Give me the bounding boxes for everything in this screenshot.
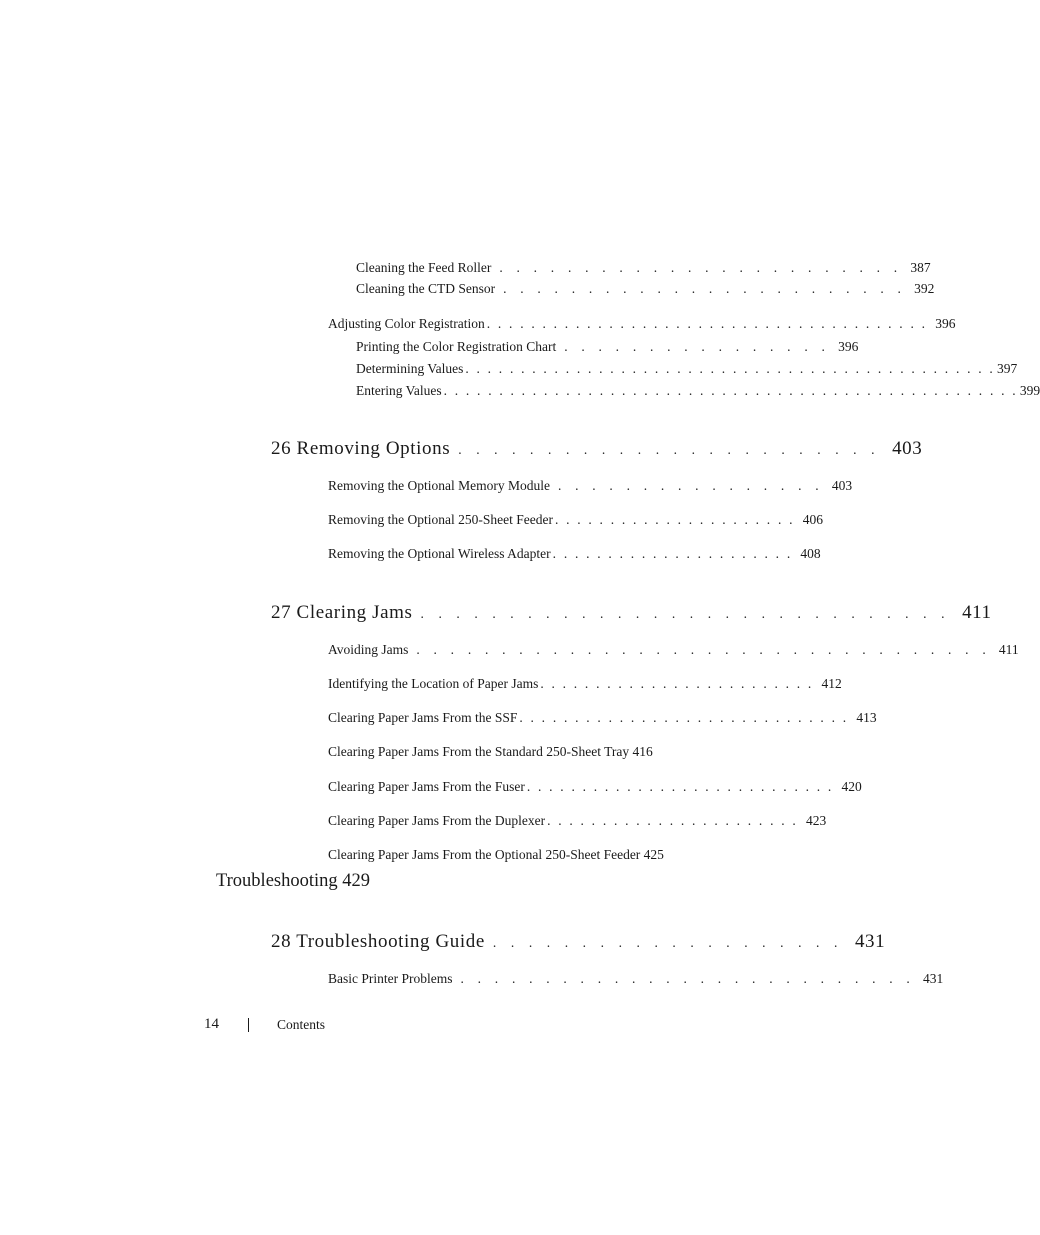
toc-page-number: 396 bbox=[935, 316, 956, 331]
toc-entry-determining-values[interactable] bbox=[356, 361, 1018, 376]
toc-entry-removing-memory-module[interactable] bbox=[328, 478, 853, 493]
toc-entry-printing-color-registration-chart[interactable] bbox=[356, 339, 859, 354]
chapter-page-number: 431 bbox=[854, 931, 886, 952]
toc-entry-title: Identifying the Location of Paper Jams bbox=[328, 676, 539, 691]
toc-entry-title: Clearing Paper Jams From the Duplexer bbox=[328, 813, 546, 828]
toc-leader: . . . . . . . . . . . . . . . . . . . . . . . . . . . . . . . . . . . . . . . . bbox=[486, 316, 928, 331]
toc-leader: . . . . . . . . . . . . . . . . . . . . . . . . bbox=[458, 442, 881, 457]
chapter-title: 27 Clearing Jams bbox=[271, 602, 413, 623]
toc-leader: . . . . . . . . . . . . . . . . . . . . . . . . . . . bbox=[460, 971, 915, 986]
toc-page-number: 397 bbox=[996, 361, 1018, 376]
footer-section-label: Contents bbox=[277, 1017, 326, 1032]
toc-entry-title: Adjusting Color Registration bbox=[328, 316, 485, 331]
toc-chapter-27[interactable] bbox=[271, 602, 992, 623]
toc-page-number: 413 bbox=[856, 710, 877, 725]
toc-entry-title: Entering Values bbox=[356, 383, 442, 398]
toc-entry-adjusting-color-registration[interactable] bbox=[328, 316, 956, 331]
toc-entry-clearing-jams-duplexer[interactable] bbox=[328, 813, 827, 828]
toc-page-number: 411 bbox=[998, 642, 1019, 657]
toc-entry-title: Printing the Color Registration Chart bbox=[356, 339, 557, 354]
toc-entry-cleaning-feed-roller[interactable] bbox=[356, 260, 931, 275]
toc-page-number: 387 bbox=[910, 260, 931, 275]
toc-entry-clearing-jams-fuser[interactable] bbox=[328, 779, 862, 794]
toc-entry-title: Determining Values bbox=[356, 361, 464, 376]
toc-page-number: 399 bbox=[1019, 383, 1040, 398]
toc-entry-title: Clearing Paper Jams From the Fuser bbox=[328, 779, 525, 794]
toc-leader: . . . . . . . . . . . . . . . . . . . . . . . . . . . . . . . . . . . . . . . . . . . . . . . . bbox=[465, 361, 995, 376]
chapter-title: 28 Troubleshooting Guide bbox=[271, 931, 485, 952]
chapter-title: 26 Removing Options bbox=[271, 438, 451, 459]
toc-leader: . . . . . . . . . . . . . . . . . . . . . . . bbox=[547, 813, 798, 828]
toc-entry-clearing-jams-ssf[interactable] bbox=[328, 710, 877, 725]
toc-entry-clearing-jams-optional-feeder[interactable] bbox=[328, 848, 664, 862]
toc-page-number: 408 bbox=[800, 546, 821, 561]
footer-separator bbox=[248, 1018, 249, 1032]
toc-entry-cleaning-ctd-sensor[interactable] bbox=[356, 281, 935, 296]
toc-page-number: 431 bbox=[922, 971, 944, 986]
toc-leader: . . . . . . . . . . . . . . . . . . . . . . . . . . . . . . bbox=[519, 710, 849, 725]
toc-leader: . . . . . . . . . . . . . . . . . . . . . . . . bbox=[503, 281, 907, 296]
toc-entry-removing-250-sheet-feeder[interactable] bbox=[328, 512, 823, 527]
toc-leader: . . . . . . . . . . . . . . . . . . . . . . bbox=[554, 512, 795, 527]
toc-leader: . . . . . . . . . . . . . . . . . . . . . . . . . bbox=[540, 676, 814, 691]
toc-leader: . . . . . . . . . . . . . . . . . . . . . . . . . . . . bbox=[526, 779, 834, 794]
toc-leader: . . . . . . . . . . . . . . . . bbox=[564, 339, 831, 354]
toc-entry-title: Clearing Paper Jams From the Standard 250-Sheet Tray 416 bbox=[328, 744, 653, 759]
toc-entry-title: Removing the Optional 250-Sheet Feeder bbox=[328, 512, 553, 527]
toc-part-troubleshooting[interactable]: Troubleshooting 429 bbox=[216, 871, 371, 891]
toc-entry-title: Avoiding Jams bbox=[328, 642, 409, 657]
toc-leader: . . . . . . . . . . . . . . . . . . . . . . bbox=[552, 546, 793, 561]
toc-page-number: 392 bbox=[914, 281, 935, 296]
chapter-page-number: 411 bbox=[962, 602, 992, 623]
toc-leader: . . . . . . . . . . . . . . . . . . . . . . . . . . . . . . . . . . . . . . . . . . . . . . . . . . . . bbox=[443, 383, 1018, 398]
footer-page-number: 14 bbox=[204, 1016, 219, 1032]
toc-entry-title: Cleaning the Feed Roller bbox=[356, 260, 492, 275]
toc-entry-title: Removing the Optional Memory Module bbox=[328, 478, 550, 493]
toc-chapter-26[interactable] bbox=[271, 438, 923, 459]
toc-leader: . . . . . . . . . . . . . . . . . . . . bbox=[492, 935, 843, 950]
toc-entry-title: Clearing Paper Jams From the Optional 250-Sheet Feeder 425 bbox=[328, 847, 664, 862]
toc-chapter-28[interactable] bbox=[271, 931, 886, 952]
toc-entry-entering-values[interactable] bbox=[356, 383, 1040, 398]
toc-entry-identifying-paper-jams[interactable] bbox=[328, 676, 842, 691]
chapter-page-number: 403 bbox=[892, 438, 923, 459]
toc-leader: . . . . . . . . . . . . . . . . . . . . . . . . . . . . . . . . . . bbox=[416, 642, 991, 657]
toc-page-number: 396 bbox=[838, 339, 859, 354]
toc-entry-clearing-jams-standard-tray[interactable] bbox=[328, 745, 653, 759]
toc-leader: . . . . . . . . . . . . . . . . . . . . . . . . . . . . . . bbox=[420, 606, 951, 621]
toc-page-number: 420 bbox=[841, 779, 862, 794]
toc-entry-title: Clearing Paper Jams From the SSF bbox=[328, 710, 518, 725]
toc-page-number: 423 bbox=[805, 813, 827, 828]
toc-leader: . . . . . . . . . . . . . . . . . . . . . . . . bbox=[499, 260, 903, 275]
toc-entry-removing-wireless-adapter[interactable] bbox=[328, 546, 821, 561]
toc-page-number: 403 bbox=[831, 478, 853, 493]
toc-entry-avoiding-jams[interactable] bbox=[328, 642, 1019, 657]
toc-entry-title: Removing the Optional Wireless Adapter bbox=[328, 546, 551, 561]
toc-leader: . . . . . . . . . . . . . . . . bbox=[557, 478, 824, 493]
toc-entry-title: Basic Printer Problems bbox=[328, 971, 453, 986]
toc-entry-title: Cleaning the CTD Sensor bbox=[356, 281, 496, 296]
toc-page-number: 412 bbox=[821, 676, 842, 691]
toc-entry-basic-printer-problems[interactable] bbox=[328, 971, 944, 986]
toc-page-number: 406 bbox=[802, 512, 823, 527]
